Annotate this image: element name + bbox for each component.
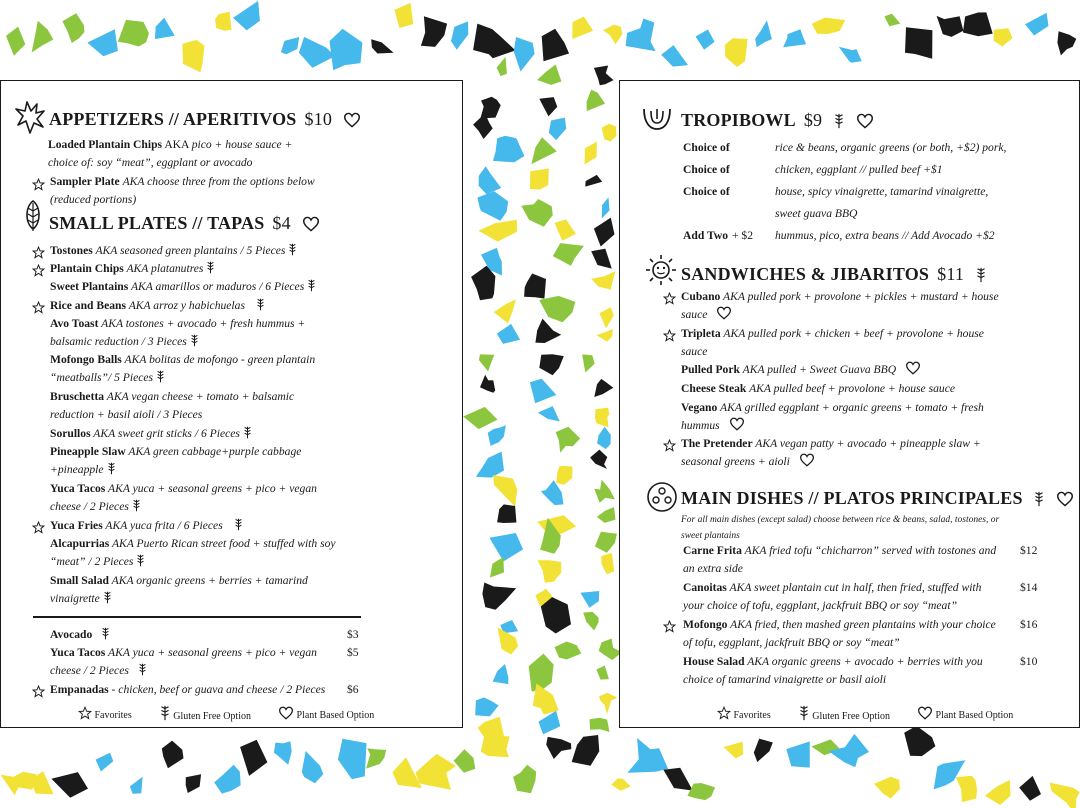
left-menu-panel <box>0 80 463 728</box>
tropibowl-price: $9 <box>803 110 823 130</box>
list-item: Pulled Pork AKA pulled + Sweet Guava BBQ <box>681 361 1021 379</box>
extra-item: Yuca Tacos AKA yuca + seasonal greens + pico + vegan cheese / 2 Pieces <box>50 646 317 678</box>
heart-icon <box>917 706 933 720</box>
list-item: Carne Frita AKA fried tofu “chicharron” served with tostones and an extra side <box>683 544 997 576</box>
list-item: Tripleta AKA pulled pork + chicken + beef + provolone + house sauce <box>681 327 984 359</box>
appetizers-price: $10 <box>304 109 333 129</box>
section-divider <box>33 616 361 618</box>
legend-favorites: Favorites <box>75 706 132 721</box>
bowl-icon <box>642 105 672 131</box>
star-icon <box>78 706 92 720</box>
item-price: $10 <box>1020 655 1038 668</box>
gluten-free-icon <box>100 592 112 605</box>
appetizers-header <box>49 109 361 130</box>
gluten-free-icon <box>231 519 243 532</box>
star-icon <box>717 706 731 720</box>
leaf-burst-icon <box>15 101 45 135</box>
list-item: Alcapurrias AKA Puerto Rican street food + stuffed with soy “meat” / 2 Pieces <box>50 537 336 569</box>
list-item: Vegano AKA grilled eggplant + organic greens + tomato + fresh hummus <box>681 401 984 433</box>
list-item: Cubano AKA pulled pork + provolone + pickles + mustard + house sauce <box>681 290 999 322</box>
right-menu-panel <box>619 80 1080 728</box>
list-item: Small Salad AKA organic greens + berries + tamarind vinaigrette <box>50 574 308 606</box>
list-item: The Pretender AKA vegan patty + avocado + pineapple slaw + seasonal greens + aioli <box>681 437 981 469</box>
favorite-star-icon <box>663 437 676 456</box>
favorite-star-icon <box>32 299 45 318</box>
legend-favorites: Favorites <box>714 706 771 721</box>
gluten-free-icon <box>203 262 215 275</box>
list-item: Yuca Tacos AKA yuca + seasonal greens + pico + vegan cheese / 2 Pieces <box>50 482 317 514</box>
list-item: Sorullos AKA sweet grit sticks / 6 Pieces <box>50 425 370 443</box>
favorite-star-icon <box>663 327 676 346</box>
favorite-star-icon <box>32 262 45 281</box>
item-price: $6 <box>347 683 359 696</box>
list-item: Mofongo AKA fried, then mashed green plantains with your choice of tofu, eggplant, jackfruit BBQ or soy “meat” <box>683 618 996 650</box>
plant-based-heart-icon <box>726 419 745 432</box>
small-plates-title: SMALL PLATES // TAPAS <box>49 213 265 233</box>
sampler-plate: Sampler Plate AKA choose three from the options below (reduced portions) <box>50 175 315 207</box>
item-price: $5 <box>347 646 359 659</box>
option-label: Choice of <box>683 141 730 154</box>
list-item: Pineapple Slaw AKA green cabbage+purple cabbage +pineapple <box>50 445 302 477</box>
gluten-free-icon <box>285 244 297 257</box>
wheat-icon <box>159 705 171 721</box>
item-price: $3 <box>347 628 359 641</box>
wheat-icon <box>798 705 810 721</box>
list-item: House Salad AKA organic greens + avocado + berries with you choice of tamarind vinaigrette or basil aioli <box>683 655 983 687</box>
gluten-free-icon <box>253 299 265 312</box>
item-price: $16 <box>1020 618 1038 631</box>
gluten-free-icon <box>98 628 110 641</box>
favorite-star-icon <box>32 176 45 195</box>
list-item: Bruschetta AKA vegan cheese + tomato + balsamic reduction + basil aioli / 3 Pieces <box>50 390 295 422</box>
gluten-free-icon <box>135 664 147 677</box>
tropibowl-header <box>681 110 874 131</box>
favorite-star-icon <box>32 519 45 538</box>
legend-gluten-free: Gluten Free Option <box>795 705 890 722</box>
option-desc: hummus, pico, extra beans // Add Avocado +$2 <box>775 229 995 242</box>
heart-icon <box>856 113 874 129</box>
gluten-free-icon <box>153 371 165 384</box>
option-label: Add Two + $2 <box>683 229 754 242</box>
option-label: Choice of <box>683 185 730 198</box>
gluten-free-icon <box>187 335 199 348</box>
item-price: $12 <box>1020 544 1038 557</box>
gluten-free-icon <box>240 427 252 440</box>
tropibowl-title: TROPIBOWL <box>681 110 796 130</box>
list-item: Rice and Beans AKA arroz y habichuelas <box>50 297 370 315</box>
wheat-icon <box>975 267 987 283</box>
wheat-icon <box>833 113 845 129</box>
option-desc: rice & beans, organic greens (or both, +$2) pork, <box>775 141 1007 154</box>
legend-left <box>75 705 374 722</box>
heart-icon <box>343 112 361 128</box>
extra-item: Empanadas - chicken, beef or guava and cheese / 2 Pieces <box>50 683 326 696</box>
favorite-star-icon <box>32 683 45 702</box>
loaded-plantain-chips: Loaded Plantain Chips AKA pico + house sauce + choice of: soy “meat”, eggplant or avocado <box>48 138 293 170</box>
list-item: Plantain Chips AKA platanutres <box>50 260 370 278</box>
heart-icon <box>302 216 320 232</box>
heart-icon <box>278 706 294 720</box>
sun-icon <box>645 254 677 286</box>
plant-based-heart-icon <box>902 363 921 376</box>
gluten-free-icon <box>129 500 141 513</box>
list-item: Yuca Fries AKA yuca frita / 6 Pieces <box>50 517 370 535</box>
legend-plant-based: Plant Based Option <box>275 706 374 721</box>
legend-right <box>714 705 1013 722</box>
option-desc: house, spicy vinaigrette, tamarind vinaigrette, <box>775 185 989 198</box>
wheat-icon <box>1033 491 1045 507</box>
item-price: $14 <box>1020 581 1038 594</box>
heart-icon <box>1056 491 1074 507</box>
list-item: Sweet Plantains AKA amarillos or maduros / 6 Pieces <box>50 278 370 296</box>
list-item: Cheese Steak AKA pulled beef + provolone + house sauce <box>681 382 955 395</box>
circle-emblem-icon <box>646 481 678 513</box>
list-item: Mofongo Balls AKA bolitas de mofongo - green plantain “meatballs”/ 5 Pieces <box>50 353 316 385</box>
favorite-star-icon <box>663 618 676 637</box>
favorite-star-icon <box>32 244 45 263</box>
main-dishes-title: MAIN DISHES // PLATOS PRINCIPALES <box>681 488 1023 508</box>
small-plates-price: $4 <box>272 213 291 233</box>
list-item: Avo Toast AKA tostones + avocado + fresh hummus + balsamic reduction / 3 Pieces <box>50 317 306 349</box>
favorite-star-icon <box>663 290 676 309</box>
sandwiches-title: SANDWICHES & JIBARITOS <box>681 264 930 284</box>
small-plates-header <box>49 213 320 234</box>
option-desc: sweet guava BBQ <box>775 207 858 220</box>
list-item: Tostones AKA seasoned green plantains / 5 Pieces <box>50 242 370 260</box>
gluten-free-icon <box>133 555 145 568</box>
main-dishes-header <box>681 488 1074 509</box>
plant-based-heart-icon <box>796 455 815 468</box>
gluten-free-icon <box>304 280 316 293</box>
legend-plant-based: Plant Based Option <box>914 706 1013 721</box>
sandwiches-price: $11 <box>937 264 965 284</box>
appetizers-title: APPETIZERS // APERITIVOS <box>49 109 297 129</box>
plant-based-heart-icon <box>713 308 732 321</box>
leaf-icon <box>23 199 43 233</box>
option-desc: chicken, eggplant // pulled beef +$1 <box>775 163 943 176</box>
main-dishes-note: For all main dishes (except salad) choose between rice & beans, salad, tostones, or sweet plantains <box>681 515 1000 541</box>
extra-item: Avocado <box>50 626 340 644</box>
legend-gluten-free: Gluten Free Option <box>156 705 251 722</box>
gluten-free-icon <box>104 463 116 476</box>
sandwiches-header <box>681 264 987 285</box>
list-item: Canoitas AKA sweet plantain cut in half, then fried, stuffed with your choice of tofu, eggplant, jackfruit BBQ or soy “meat” <box>683 581 982 613</box>
option-label: Choice of <box>683 163 730 176</box>
